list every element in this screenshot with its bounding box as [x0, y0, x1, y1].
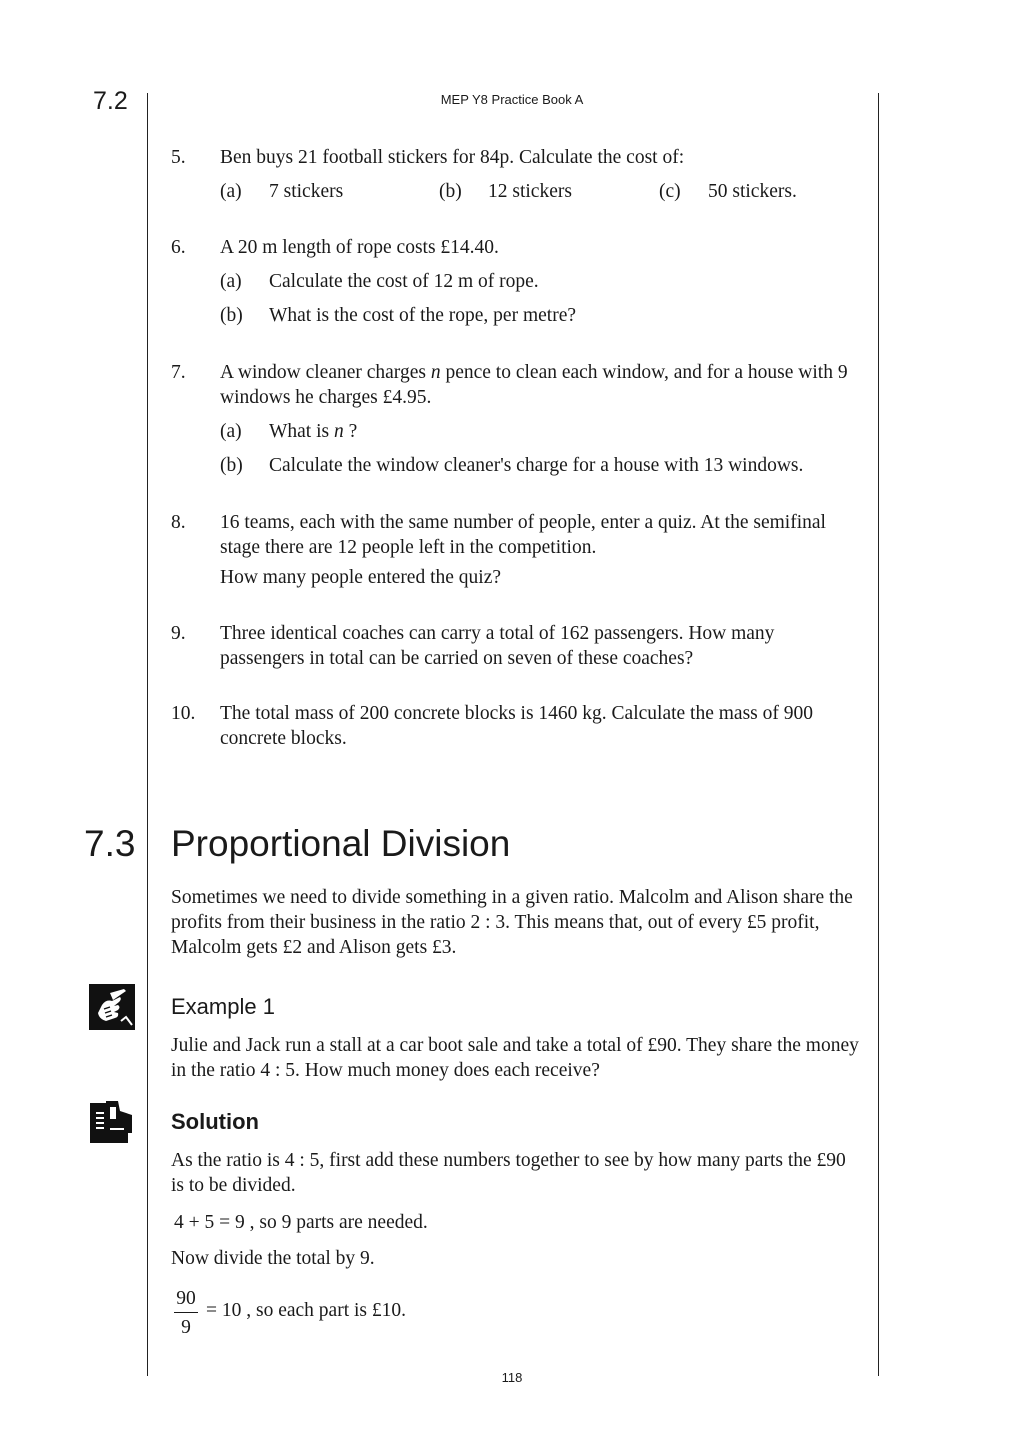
solution-line-3: Now divide the total by 9.: [171, 1248, 375, 1269]
question-text: 16 teams, each with the same number of people, enter a quiz. At the semifinal stage there are 12 people left in the competition.: [220, 512, 826, 558]
question-text: Three identical coaches can carry a total of 162 passengers. How many passengers in total can be carried on seven of these coaches?: [220, 623, 775, 669]
question-8: [171, 510, 861, 590]
example-text: Julie and Jack run a stall at a car boot sale and take a total of £90. They share the money in the ratio 4 : 5. How much money does each receive?: [171, 1035, 859, 1081]
fraction-bar: [174, 1312, 198, 1313]
part-text: Calculate the window cleaner's charge for a house with 13 windows.: [269, 455, 804, 476]
part-label: (b): [220, 455, 243, 476]
part-text: What is the cost of the rope, per metre?: [269, 305, 577, 326]
example-heading: Example 1: [171, 994, 275, 1019]
fraction-result: = 10 ,: [206, 1300, 252, 1321]
question-10: [171, 701, 861, 751]
part-label: (b): [220, 305, 243, 326]
part-label: (a): [220, 421, 242, 442]
fraction-numerator: 90: [176, 1288, 196, 1309]
part-text: 7 stickers: [269, 181, 344, 202]
question-5: [171, 145, 861, 204]
right-margin-rule: [878, 93, 879, 1376]
question-text: The total mass of 200 concrete blocks is 1460 kg. Calculate the mass of 900 concrete blocks.: [220, 703, 813, 749]
section-number: 7.3: [84, 823, 136, 864]
variable-n: n: [333, 421, 344, 442]
part-text: Calculate the cost of 12 m of rope.: [269, 271, 539, 292]
question-number: 8.: [171, 512, 186, 533]
question-part: [220, 269, 861, 294]
part-text: 50 stickers.: [708, 181, 797, 202]
question-9: [171, 621, 861, 671]
question-text: Ben buys 21 football stickers for 84p. Calculate the cost of:: [220, 147, 685, 168]
part-text: 12 stickers: [488, 181, 572, 202]
question-parts-row: [220, 179, 861, 204]
variable-n: n: [430, 362, 441, 383]
question-number: 10.: [171, 703, 196, 724]
section-intro: Sometimes we need to divide something in a given ratio. Malcolm and Alison share the profits from their business in the ratio 2 : 3. This means that, out of every £5 profit, Malcolm gets £2 and Alison gets £3.: [171, 887, 853, 958]
page-number: 118: [501, 1370, 523, 1385]
question-follow-up: How many people entered the quiz?: [220, 567, 502, 588]
solution-equation: [171, 1210, 861, 1235]
book-title: MEP Y8 Practice Book A: [440, 92, 584, 107]
question-part: [220, 419, 861, 444]
question-number: 9.: [171, 623, 186, 644]
section-number-header: 7.2: [93, 87, 128, 115]
question-number: 6.: [171, 237, 186, 258]
equation: 4 + 5 = 9 ,: [174, 1212, 255, 1233]
fraction-denominator: 9: [181, 1317, 191, 1338]
left-margin-rule: [147, 93, 148, 1376]
part-label: (c): [659, 181, 681, 202]
thumbs-up-icon: [88, 1099, 134, 1150]
part-label: (b): [439, 181, 462, 202]
part-label: (a): [220, 271, 242, 292]
question-number: 7.: [171, 362, 186, 383]
question-part: [220, 303, 861, 328]
part-text: What is n ?: [269, 421, 358, 442]
part-label: (a): [220, 181, 242, 202]
question-part: [220, 453, 861, 478]
fraction: [174, 1287, 198, 1340]
section-title: Proportional Division: [171, 823, 511, 864]
question-7: [171, 360, 861, 478]
question-6: [171, 235, 861, 328]
equation-note: so 9 parts are needed.: [254, 1212, 428, 1233]
question-number: 5.: [171, 147, 186, 168]
solution-heading: Solution: [171, 1109, 259, 1134]
question-text: A window cleaner charges n pence to clean each window, and for a house with 9 windows he charges £4.95.: [220, 362, 848, 408]
writing-hand-icon: [88, 983, 136, 1036]
fraction-note: so each part is £10.: [251, 1300, 407, 1321]
fraction-result-line: [206, 1298, 406, 1323]
solution-line-1: As the ratio is 4 : 5, first add these numbers together to see by how many parts the £90 is to be divided.: [171, 1150, 846, 1196]
question-text: A 20 m length of rope costs £14.40.: [220, 237, 499, 258]
